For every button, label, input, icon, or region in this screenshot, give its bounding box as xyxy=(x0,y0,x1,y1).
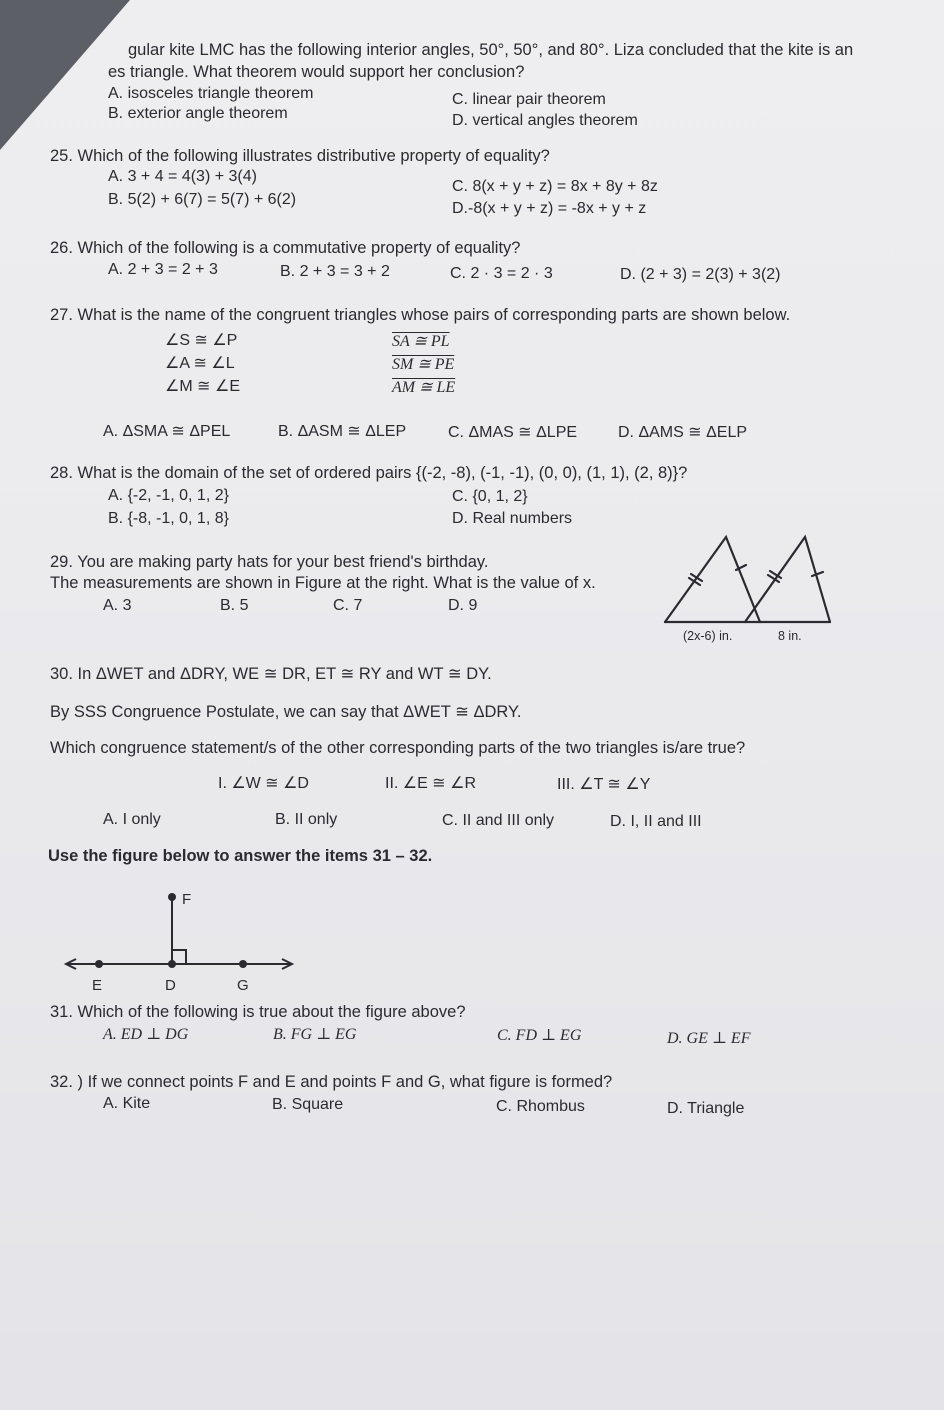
q26-option-d: D. (2 + 3) = 2(3) + 3(2) xyxy=(620,266,781,283)
q30-statement-1: I. ∠W ≅ ∠D xyxy=(218,775,309,792)
q28-option-c: C. {0, 1, 2} xyxy=(452,488,528,505)
q30-statement-3: III. ∠T ≅ ∠Y xyxy=(557,776,651,793)
q24-option-b: B. exterior angle theorem xyxy=(108,105,288,122)
q31-option-c: C. FD ⊥ EG xyxy=(497,1027,582,1044)
q27-side-pair-3: AM ≅ LE xyxy=(392,379,456,396)
q31-option-d: D. GE ⊥ EF xyxy=(667,1030,751,1047)
q30-option-d: D. I, II and III xyxy=(610,813,702,830)
q29-line2: The measurements are shown in Figure at the right. What is the value of x. xyxy=(50,574,596,592)
label-D: D xyxy=(165,977,176,994)
q29-line1: 29. You are making party hats for your best friend's birthday. xyxy=(50,553,489,571)
q28-option-d: D. Real numbers xyxy=(452,510,573,527)
q29-option-c: C. 7 xyxy=(333,597,363,614)
q31-option-a: A. ED ⊥ DG xyxy=(103,1026,189,1043)
q29-option-b: B. 5 xyxy=(220,597,249,614)
q25-option-c: C. 8(x + y + z) = 8x + 8y + 8z xyxy=(452,178,658,195)
q31-stem: 31. Which of the following is true about the figure above? xyxy=(50,1003,466,1021)
label-G: G xyxy=(237,977,249,994)
q24-option-c: C. linear pair theorem xyxy=(452,91,606,108)
q28-stem: 28. What is the domain of the set of ordered pairs {(-2, -8), (-1, -1), (0, 0), (1, 1), (2, 8)}? xyxy=(50,464,688,482)
q25-option-a: A. 3 + 4 = 4(3) + 3(4) xyxy=(108,168,257,185)
q25-option-b: B. 5(2) + 6(7) = 5(7) + 6(2) xyxy=(108,191,297,208)
q25-option-d: D.-8(x + y + z) = -8x + y + z xyxy=(452,200,647,217)
label-F: F xyxy=(182,891,192,908)
q30-option-a: A. I only xyxy=(103,811,161,828)
q26-option-c: C. 2 · 3 = 2 · 3 xyxy=(450,265,553,282)
q27-option-c: C. ΔMAS ≅ ΔLPE xyxy=(448,424,578,441)
q27-side-pair-2: SM ≅ PE xyxy=(392,356,455,373)
q27-angle-pair-2: ∠A ≅ ∠L xyxy=(165,355,235,372)
q30-option-b: B. II only xyxy=(275,811,338,828)
q27-side-pair-1: SA ≅ PL xyxy=(392,333,450,350)
q27-option-a: A. ΔSMA ≅ ΔPEL xyxy=(103,423,231,440)
q24-line2: es triangle. What theorem would support her conclusion? xyxy=(108,63,525,81)
q24-option-d: D. vertical angles theorem xyxy=(452,112,638,129)
q32-stem: 32. ) If we connect points F and E and points F and G, what figure is formed? xyxy=(50,1073,613,1091)
q27-stem: 27. What is the name of the congruent triangles whose pairs of corresponding parts are shown below. xyxy=(50,306,791,324)
figure-instruction: Use the figure below to answer the items 31 – 32. xyxy=(48,847,433,865)
label-E: E xyxy=(92,977,103,994)
q30-statement-2: II. ∠E ≅ ∠R xyxy=(385,775,476,792)
hat-label-right: 8 in. xyxy=(778,629,802,643)
point-E xyxy=(95,960,103,968)
q29-option-a: A. 3 xyxy=(103,597,132,614)
q27-option-d: D. ΔAMS ≅ ΔELP xyxy=(618,424,748,441)
q30-line2: By SSS Congruence Postulate, we can say that ΔWET ≅ ΔDRY. xyxy=(50,703,522,721)
hat-label-left: (2x-6) in. xyxy=(683,629,733,643)
point-F xyxy=(168,893,176,901)
point-G xyxy=(239,960,247,968)
q28-option-a: A. {-2, -1, 0, 1, 2} xyxy=(108,487,229,504)
q31-option-b: B. FG ⊥ EG xyxy=(273,1026,357,1043)
q27-option-b: B. ΔASM ≅ ΔLEP xyxy=(278,423,407,440)
q32-option-c: C. Rhombus xyxy=(496,1098,585,1115)
q32-option-a: A. Kite xyxy=(103,1095,151,1112)
q26-option-b: B. 2 + 3 = 3 + 2 xyxy=(280,263,390,280)
q30-line3: Which congruence statement/s of the other corresponding parts of the two triangles is/are true? xyxy=(50,739,746,757)
q26-option-a: A. 2 + 3 = 2 + 3 xyxy=(108,261,218,278)
q30-option-c: C. II and III only xyxy=(442,812,555,829)
q24-line1: gular kite LMC has the following interior angles, 50°, 50°, and 80°. Liza concluded that the kite is an xyxy=(128,41,854,59)
q30-stem: 30. In ΔWET and ΔDRY, WE ≅ DR, ET ≅ RY and WT ≅ DY. xyxy=(50,665,492,683)
point-D xyxy=(168,960,176,968)
q28-option-b: B. {-8, -1, 0, 1, 8} xyxy=(108,510,229,527)
q29-option-d: D. 9 xyxy=(448,597,478,614)
q32-option-b: B. Square xyxy=(272,1096,344,1113)
q24-option-a: A. isosceles triangle theorem xyxy=(108,85,314,102)
q25-stem: 25. Which of the following illustrates distributive property of equality? xyxy=(50,147,550,165)
q26-stem: 26. Which of the following is a commutative property of equality? xyxy=(50,239,521,257)
q32-option-d: D. Triangle xyxy=(667,1100,745,1117)
q27-angle-pair-1: ∠S ≅ ∠P xyxy=(165,332,238,349)
q27-angle-pair-3: ∠M ≅ ∠E xyxy=(165,378,240,395)
